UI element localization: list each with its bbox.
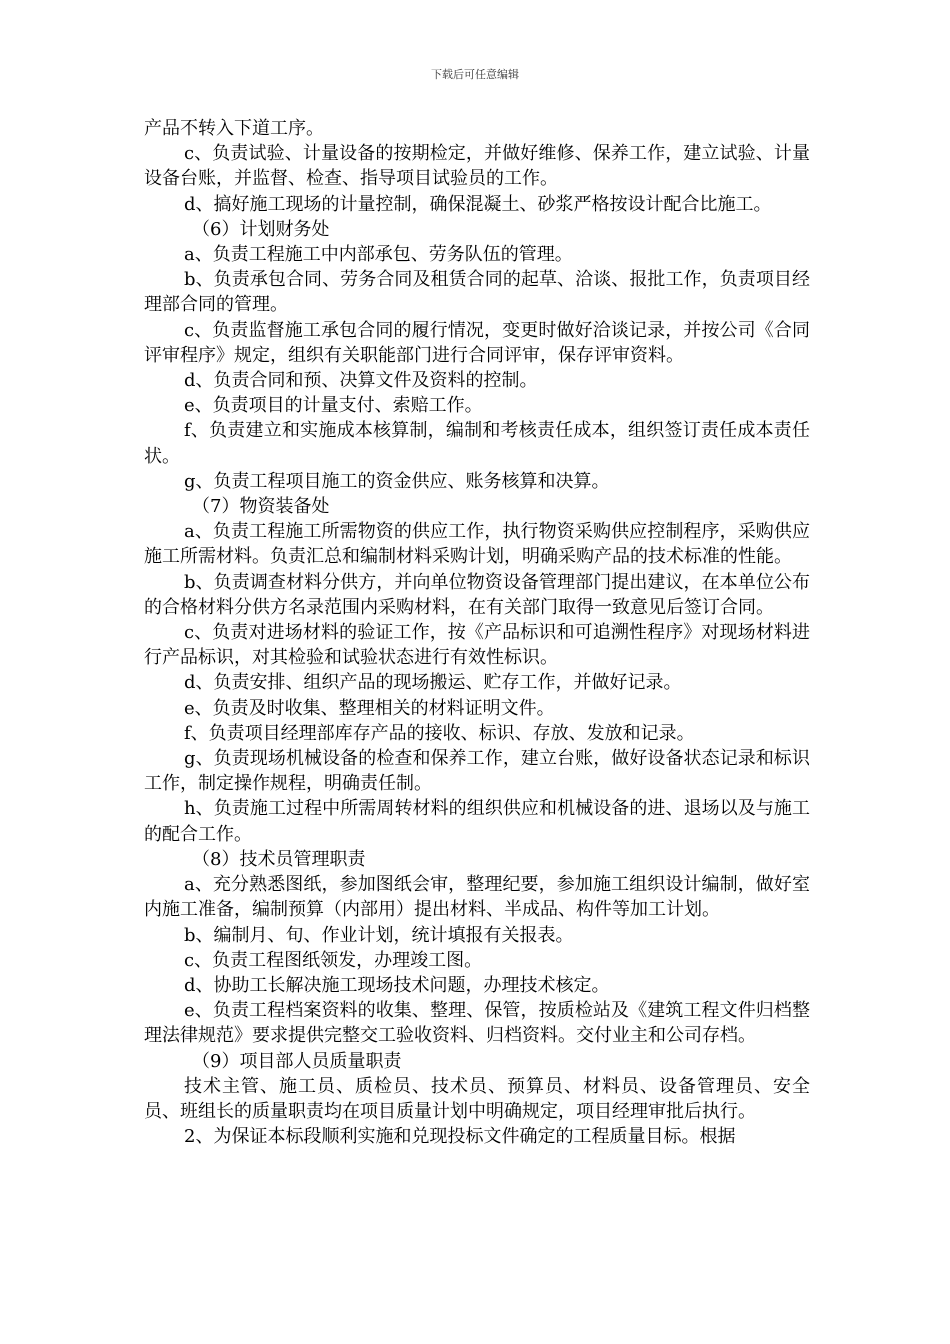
paragraph: 2、为保证本标段顺利实施和兑现投标文件确定的工程质量目标。根据 <box>184 1126 736 1148</box>
section-heading: （9）项目部人员质量职责 <box>192 1050 402 1072</box>
paragraph: c、负责监督施工承包合同的履行情况，变更时做好洽谈记录，并按公司《合同评审程序》规定，组织有关职能部门进行合同评审，保存评审资料。 <box>144 319 810 366</box>
paragraph: b、负责调查材料分供方，并向单位物资设备管理部门提出建议，在本单位公布的合格材料分供方名录范围内采购材料，在有关部门取得一致意见后签订合同。 <box>144 571 810 618</box>
paragraph: c、负责试验、计量设备的按期检定，并做好维修、保养工作，建立试验、计量设备台账，并监督、检查、指导项目试验员的工作。 <box>144 143 810 190</box>
paragraph: a、负责工程施工中内部承包、劳务队伍的管理。 <box>184 244 573 266</box>
paragraph: 技术主管、施工员、质检员、技术员、预算员、材料员、设备管理员、安全员、班组长的质量职责均在项目质量计划中明确规定，项目经理审批后执行。 <box>144 1075 810 1122</box>
paragraph: d、负责合同和预、决算文件及资料的控制。 <box>184 370 538 392</box>
paragraph: e、负责工程档案资料的收集、整理、保管，按质检站及《建筑工程文件归档整理法律规范》要求提供完整交工验收资料、归档资料。交付业主和公司存档。 <box>144 1000 810 1047</box>
paragraph: g、负责工程项目施工的资金供应、账务核算和决算。 <box>184 470 610 492</box>
page-header: 下载后可任意编辑 <box>431 68 519 81</box>
section-heading: （7）物资装备处 <box>192 496 330 518</box>
paragraph: f、负责建立和实施成本核算制，编制和考核责任成本，组织签订责任成本责任状。 <box>144 420 810 467</box>
paragraph: e、负责及时收集、整理相关的材料证明文件。 <box>184 697 555 719</box>
paragraph: d、搞好施工现场的计量控制，确保混凝土、砂浆严格按设计配合比施工。 <box>184 193 772 215</box>
document-body <box>144 116 810 1149</box>
paragraph: g、负责现场机械设备的检查和保养工作，建立台账，做好设备状态记录和标识工作，制定操作规程，明确责任制。 <box>144 748 810 795</box>
paragraph: c、负责工程图纸领发，办理竣工图。 <box>184 949 483 971</box>
section-heading: （8）技术员管理职责 <box>192 848 366 870</box>
paragraph: d、协助工长解决施工现场技术问题，办理技术核定。 <box>184 974 610 996</box>
section-heading: （6）计划财务处 <box>192 218 330 240</box>
paragraph: f、负责项目经理部库存产品的接收、标识、存放、发放和记录。 <box>184 722 695 744</box>
paragraph: b、编制月、旬、作业计划，统计填报有关报表。 <box>184 924 574 946</box>
paragraph: 产品不转入下道工序。 <box>144 118 324 139</box>
paragraph: a、充分熟悉图纸，参加图纸会审，整理纪要，参加施工组织设计编制，做好室内施工准备，编制预算（内部用）提出材料、半成品、构件等加工计划。 <box>144 874 810 921</box>
paragraph: c、负责对进场材料的验证工作，按《产品标识和可追溯性程序》对现场材料进行产品标识，对其检验和试验状态进行有效性标识。 <box>144 622 810 669</box>
paragraph: e、负责项目的计量支付、索赔工作。 <box>184 395 483 417</box>
paragraph: a、负责工程施工所需物资的供应工作，执行物资采购供应控制程序，采购供应施工所需材料。负责汇总和编制材料采购计划，明确采购产品的技术标准的性能。 <box>144 521 810 568</box>
paragraph: h、负责施工过程中所需周转材料的组织供应和机械设备的进、退场以及与施工的配合工作。 <box>144 798 810 845</box>
paragraph: b、负责承包合同、劳务合同及租赁合同的起草、洽谈、报批工作，负责项目经理部合同的管理。 <box>144 269 810 316</box>
paragraph: d、负责安排、组织产品的现场搬运、贮存工作，并做好记录。 <box>184 672 682 694</box>
